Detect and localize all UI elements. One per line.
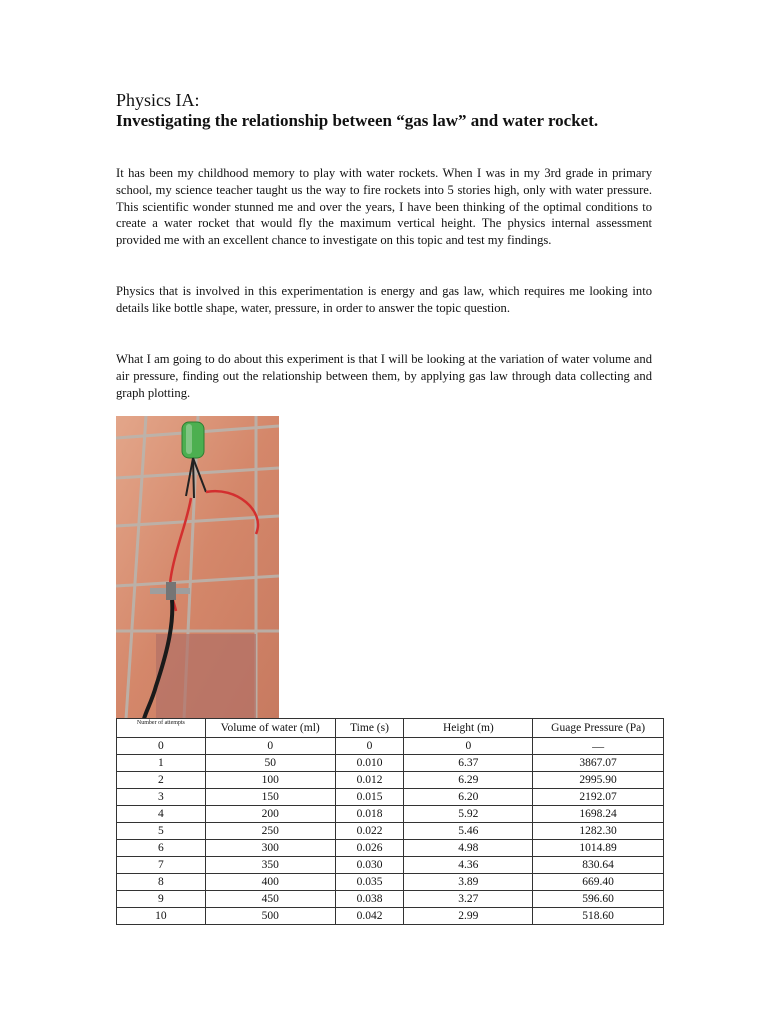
- table-row: [117, 840, 664, 857]
- table-row: [117, 772, 664, 789]
- physics-paragraph: Physics that is involved in this experimentation is energy and gas law, which requires me looking into details like bottle shape, water, pressure, in order to answer the topic question.: [116, 284, 652, 315]
- water-rocket-photo: [116, 416, 279, 719]
- cell-time: 0: [335, 738, 404, 755]
- document-subtitle: Investigating the relationship between “gas law” and water rocket.: [116, 111, 599, 130]
- cell-attempt: 7: [117, 857, 206, 874]
- cell-pressure: 518.60: [533, 908, 664, 925]
- cell-time: 0.042: [335, 908, 404, 925]
- cell-time: 0.026: [335, 840, 404, 857]
- table-row: [117, 874, 664, 891]
- cell-volume: 250: [205, 823, 335, 840]
- cell-volume: 50: [205, 755, 335, 772]
- table-row: [117, 789, 664, 806]
- cell-pressure: —: [533, 738, 664, 755]
- cell-attempt: 5: [117, 823, 206, 840]
- cell-attempt: 3: [117, 789, 206, 806]
- cell-time: 0.012: [335, 772, 404, 789]
- cell-pressure: 596.60: [533, 891, 664, 908]
- document-title: Physics IA:: [116, 90, 200, 110]
- table-header-row: [117, 719, 664, 738]
- cell-height: 3.27: [404, 891, 533, 908]
- cell-attempt: 10: [117, 908, 206, 925]
- table-row: [117, 908, 664, 925]
- cell-time: 0.038: [335, 891, 404, 908]
- intro-paragraph: It has been my childhood memory to play with water rockets. When I was in my 3rd grade in primary school, my science teacher taught us the way to fire rockets into 5 stories high, only with water pressure. This scientific wonder stunned me and over the years, I have been thinking of the optimal conditions to create a water rocket that would fly the maximum vertical height. The physics internal assessment provided me with an excellent chance to investigate on this topic and test my findings.: [116, 166, 652, 248]
- cell-attempt: 8: [117, 874, 206, 891]
- cell-volume: 300: [205, 840, 335, 857]
- table-row: [117, 738, 664, 755]
- water-rocket-launcher-illustration: [116, 416, 279, 719]
- cell-time: 0.030: [335, 857, 404, 874]
- cell-height: 4.36: [404, 857, 533, 874]
- cell-height: 6.20: [404, 789, 533, 806]
- method-paragraph: What I am going to do about this experiment is that I will be looking at the variation of water volume and air pressure, finding out the relationship between them, by applying gas law through data collecting and graph plotting.: [116, 352, 652, 400]
- cell-attempt: 9: [117, 891, 206, 908]
- cell-pressure: 830.64: [533, 857, 664, 874]
- col-header-attempts: Number of attempts: [117, 719, 206, 738]
- cell-attempt: 6: [117, 840, 206, 857]
- cell-height: 6.29: [404, 772, 533, 789]
- cell-height: 0: [404, 738, 533, 755]
- cell-pressure: 3867.07: [533, 755, 664, 772]
- col-header-pressure: Guage Pressure (Pa): [533, 719, 664, 738]
- cell-pressure: 2192.07: [533, 789, 664, 806]
- cell-height: 4.98: [404, 840, 533, 857]
- cell-volume: 500: [205, 908, 335, 925]
- cell-time: 0.015: [335, 789, 404, 806]
- cell-attempt: 2: [117, 772, 206, 789]
- cell-pressure: 669.40: [533, 874, 664, 891]
- col-header-height: Height (m): [404, 719, 533, 738]
- cell-pressure: 2995.90: [533, 772, 664, 789]
- cell-pressure: 1698.24: [533, 806, 664, 823]
- cell-volume: 150: [205, 789, 335, 806]
- cell-height: 5.46: [404, 823, 533, 840]
- cell-volume: 450: [205, 891, 335, 908]
- cell-attempt: 1: [117, 755, 206, 772]
- cell-time: 0.010: [335, 755, 404, 772]
- table-row: [117, 806, 664, 823]
- cell-time: 0.018: [335, 806, 404, 823]
- cell-height: 3.89: [404, 874, 533, 891]
- table-row: [117, 891, 664, 908]
- cell-volume: 0: [205, 738, 335, 755]
- cell-time: 0.022: [335, 823, 404, 840]
- cell-volume: 200: [205, 806, 335, 823]
- cell-pressure: 1282.30: [533, 823, 664, 840]
- cell-height: 5.92: [404, 806, 533, 823]
- cell-height: 6.37: [404, 755, 533, 772]
- cell-volume: 100: [205, 772, 335, 789]
- col-header-volume: Volume of water (ml): [205, 719, 335, 738]
- col-header-time: Time (s): [335, 719, 404, 738]
- results-table: [116, 718, 664, 925]
- cell-height: 2.99: [404, 908, 533, 925]
- table-row: [117, 857, 664, 874]
- table-row: [117, 755, 664, 772]
- table-row: [117, 823, 664, 840]
- cell-volume: 350: [205, 857, 335, 874]
- cell-pressure: 1014.89: [533, 840, 664, 857]
- cell-attempt: 4: [117, 806, 206, 823]
- cell-time: 0.035: [335, 874, 404, 891]
- cell-volume: 400: [205, 874, 335, 891]
- cell-attempt: 0: [117, 738, 206, 755]
